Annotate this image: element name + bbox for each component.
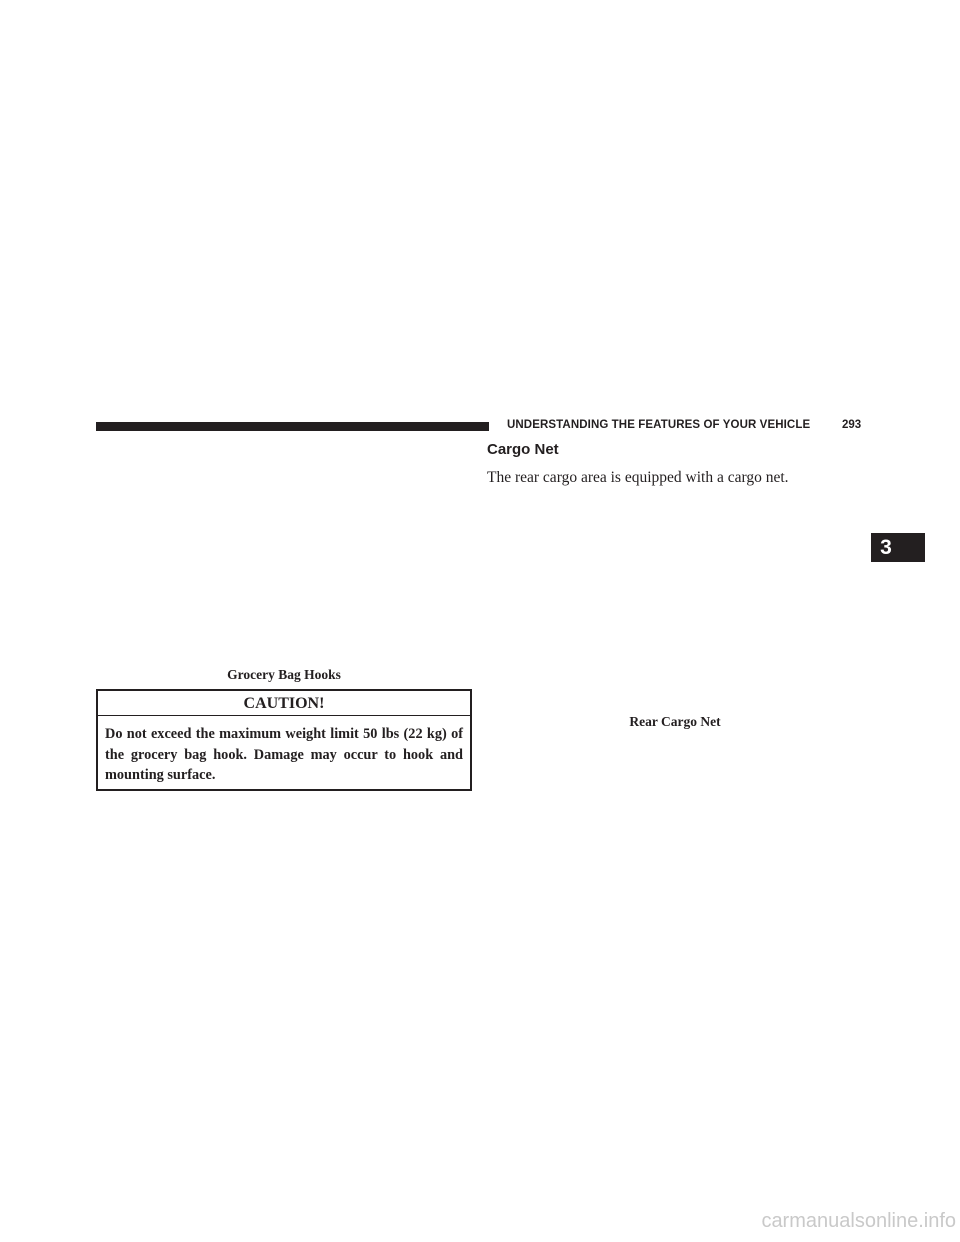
- caution-title: CAUTION!: [98, 691, 470, 716]
- rear-cargo-net-caption: Rear Cargo Net: [629, 714, 721, 729]
- page-number: 293: [842, 419, 862, 431]
- caution-box: [96, 689, 472, 791]
- header-rule: [96, 422, 489, 431]
- grocery-bag-hooks-caption: Grocery Bag Hooks: [227, 667, 341, 682]
- caution-text: Do not exceed the maximum weight limit 50 lbs (22 kg) of the grocery bag hook. Damage may occur to hook and mounting surface.: [105, 726, 463, 783]
- watermark: carmanualsonline.info: [761, 1210, 956, 1232]
- cargo-net-heading: Cargo Net: [487, 441, 559, 458]
- grocery-bag-hooks-figure: [96, 440, 472, 660]
- running-header-title: UNDERSTANDING THE FEATURES OF YOUR VEHICLE: [507, 419, 811, 431]
- cargo-net-body-text: The rear cargo area is equipped with a cargo net.: [487, 469, 789, 486]
- rear-cargo-net-figure: [487, 500, 863, 705]
- chapter-tab: [871, 533, 925, 562]
- chapter-tab-number: 3: [880, 536, 892, 559]
